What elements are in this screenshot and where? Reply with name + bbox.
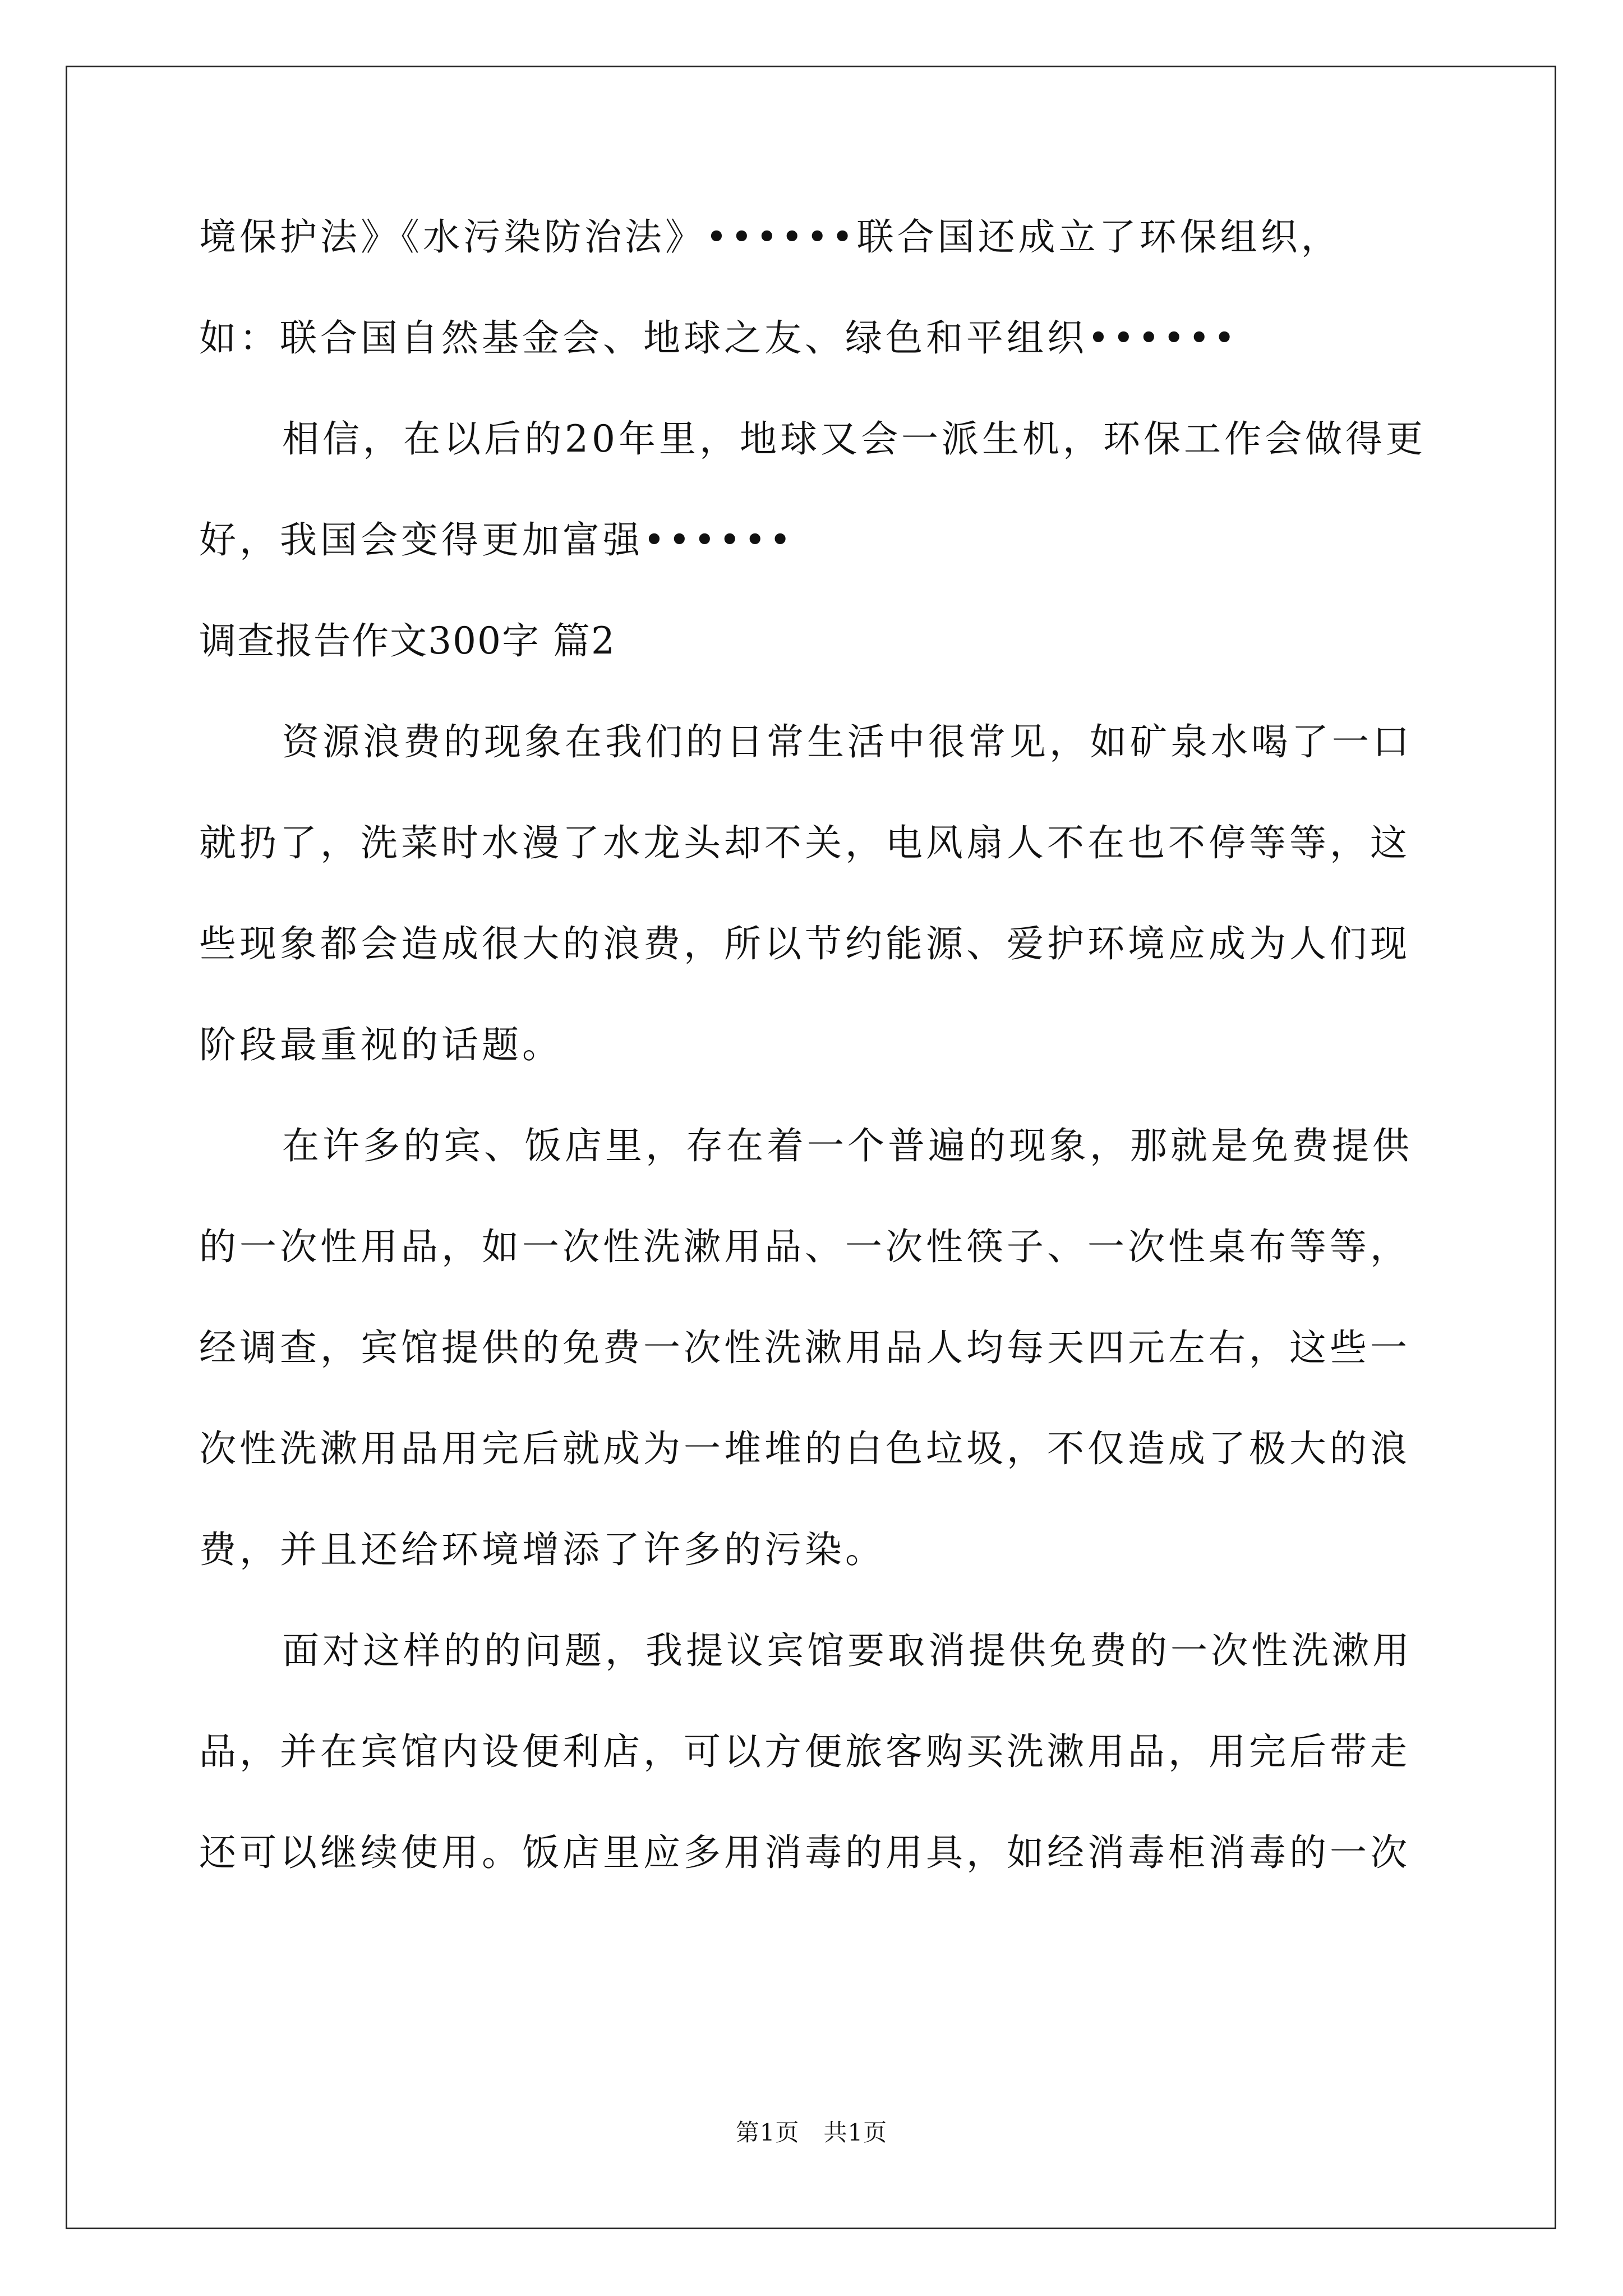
paragraph-start-3: 在许多的宾、饭店里，存在着一个普遍的现象，那就是免费提供 xyxy=(282,1124,1413,1167)
text-line-11: 的一次性用品，如一次性洗漱用品、一次性筷子、一次性桌布等等， xyxy=(199,1225,1410,1268)
text-line-9: 阶段最重视的话题。 xyxy=(199,1023,562,1066)
paragraph-start-2: 资源浪费的现象在我们的日常生活中很常见，如矿泉水喝了一口 xyxy=(282,720,1413,763)
text-line-12: 经调查，宾馆提供的免费一次性洗漱用品人均每天四元左右，这些一 xyxy=(199,1326,1410,1369)
paragraph-start-1: 相信，在以后的20年里，地球又会一派生机，环保工作会做得更 xyxy=(282,417,1426,461)
section-heading: 调查报告作文300字 篇2 xyxy=(199,619,616,662)
page-number-footer: 第1页 共1页 xyxy=(735,2119,888,2146)
text-line-4: 好，我国会变得更加富强•••••• xyxy=(199,518,795,562)
text-line-13: 次性洗漱用品用完后就成为一堆堆的白色垃圾，不仅造成了极大的浪 xyxy=(199,1427,1410,1470)
text-line-2: 如：联合国自然基金会、地球之友、绿色和平组织•••••• xyxy=(199,316,1239,360)
text-line-7: 就扔了，洗菜时水漫了水龙头却不关，电风扇人不在也不停等等，这 xyxy=(199,821,1410,864)
text-line-8: 些现象都会造成很大的浪费，所以节约能源、爱护环境应成为人们现 xyxy=(199,922,1410,965)
text-line-14: 费，并且还给环境增添了许多的污染。 xyxy=(199,1528,886,1571)
text-line-1: 境保护法》《水污染防治法》••••••联合国还成立了环保组织， xyxy=(199,215,1341,259)
text-line-17: 还可以继续使用。饭店里应多用消毒的用具，如经消毒柜消毒的一次 xyxy=(199,1831,1410,1874)
document-body xyxy=(199,210,1424,1880)
text-line-16: 品，并在宾馆内设便利店，可以方便旅客购买洗漱用品，用完后带走 xyxy=(199,1730,1410,1773)
paragraph-start-4: 面对这样的的问题，我提议宾馆要取消提供免费的一次性洗漱用 xyxy=(282,1629,1413,1672)
